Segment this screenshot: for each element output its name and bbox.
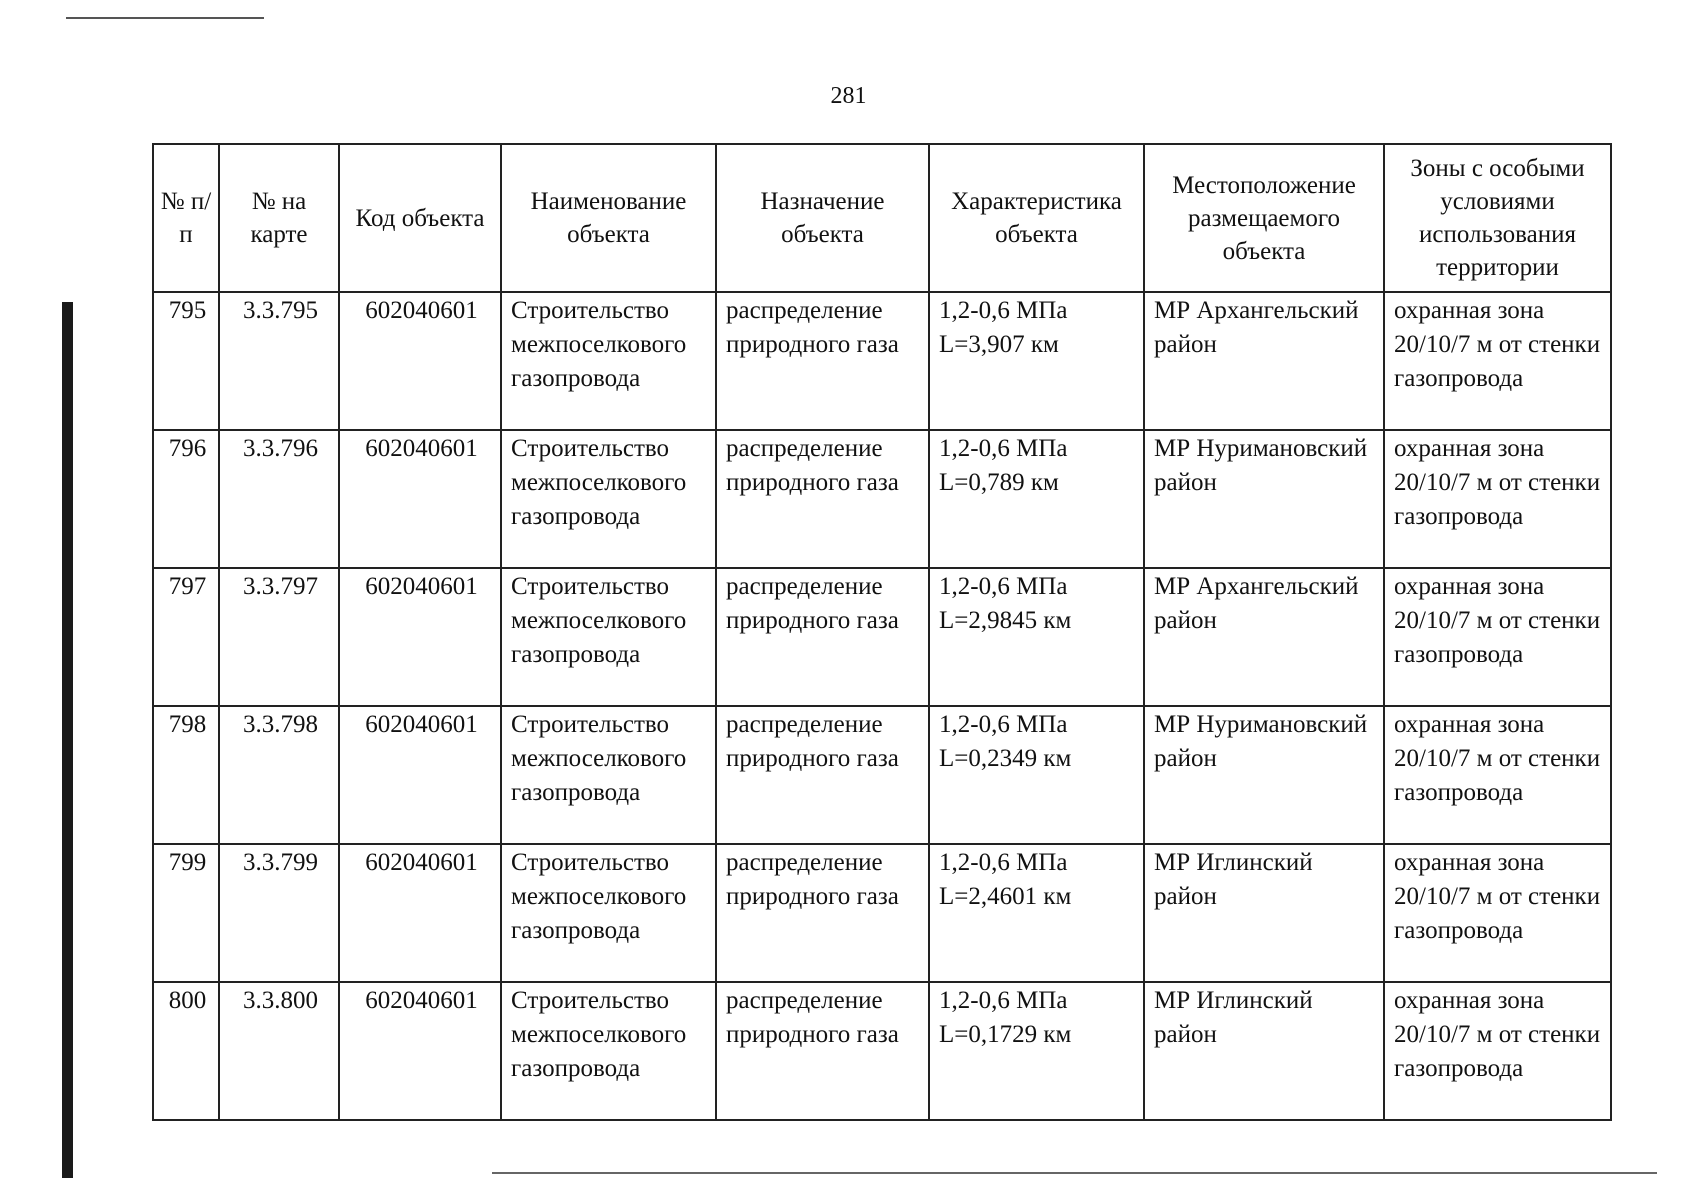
cell-object-purpose: распределение природного газа bbox=[716, 844, 929, 982]
table-row bbox=[153, 568, 1611, 706]
cell-map-number: 3.3.800 bbox=[219, 982, 339, 1120]
cell-object-purpose: распределение природного газа bbox=[716, 706, 929, 844]
cell-object-code: 602040601 bbox=[339, 568, 501, 706]
cell-row-number: 795 bbox=[153, 292, 219, 430]
cell-object-characteristic: 1,2-0,6 МПа L=0,1729 км bbox=[929, 982, 1144, 1120]
cell-object-code: 602040601 bbox=[339, 430, 501, 568]
table-header-row bbox=[153, 144, 1611, 292]
cell-object-name: Строительство межпоселкового газопровода bbox=[501, 430, 716, 568]
cell-special-zone: охранная зона 20/10/7 м от стенки газопровода bbox=[1384, 982, 1611, 1120]
cell-object-name: Строительство межпоселкового газопровода bbox=[501, 844, 716, 982]
cell-object-name: Строительство межпоселкового газопровода bbox=[501, 568, 716, 706]
cell-object-characteristic: 1,2-0,6 МПа L=0,2349 км bbox=[929, 706, 1144, 844]
cell-object-location: МР Иглинский район bbox=[1144, 982, 1384, 1120]
page-number: 281 bbox=[830, 83, 867, 109]
cell-object-characteristic: 1,2-0,6 МПа L=2,4601 км bbox=[929, 844, 1144, 982]
cell-object-purpose: распределение природного газа bbox=[716, 292, 929, 430]
cell-map-number: 3.3.799 bbox=[219, 844, 339, 982]
cell-object-name: Строительство межпоселкового газопровода bbox=[501, 982, 716, 1120]
cell-object-location: МР Нуримановский район bbox=[1144, 706, 1384, 844]
header-object-characteristic: Характеристика объекта bbox=[929, 144, 1144, 292]
cell-object-name: Строительство межпоселкового газопровода bbox=[501, 292, 716, 430]
cell-object-purpose: распределение природного газа bbox=[716, 568, 929, 706]
cell-object-location: МР Архангельский район bbox=[1144, 292, 1384, 430]
table-row bbox=[153, 706, 1611, 844]
cell-special-zone: охранная зона 20/10/7 м от стенки газопровода bbox=[1384, 430, 1611, 568]
cell-map-number: 3.3.795 bbox=[219, 292, 339, 430]
cell-row-number: 800 bbox=[153, 982, 219, 1120]
scan-artifact-bottom-line bbox=[492, 1172, 1657, 1174]
cell-object-code: 602040601 bbox=[339, 292, 501, 430]
cell-special-zone: охранная зона 20/10/7 м от стенки газопровода bbox=[1384, 706, 1611, 844]
cell-row-number: 796 bbox=[153, 430, 219, 568]
cell-object-location: МР Архангельский район bbox=[1144, 568, 1384, 706]
cell-row-number: 798 bbox=[153, 706, 219, 844]
cell-object-code: 602040601 bbox=[339, 844, 501, 982]
cell-special-zone: охранная зона 20/10/7 м от стенки газопровода bbox=[1384, 292, 1611, 430]
cell-map-number: 3.3.796 bbox=[219, 430, 339, 568]
header-object-location: Местоположение размещаемого объекта bbox=[1144, 144, 1384, 292]
cell-object-code: 602040601 bbox=[339, 982, 501, 1120]
table-row bbox=[153, 844, 1611, 982]
header-special-zones: Зоны с особыми условиями использования территории bbox=[1384, 144, 1611, 292]
cell-object-name: Строительство межпоселкового газопровода bbox=[501, 706, 716, 844]
cell-object-location: МР Нуримановский район bbox=[1144, 430, 1384, 568]
cell-object-purpose: распределение природного газа bbox=[716, 982, 929, 1120]
cell-object-characteristic: 1,2-0,6 МПа L=0,789 км bbox=[929, 430, 1144, 568]
cell-row-number: 797 bbox=[153, 568, 219, 706]
table-row bbox=[153, 292, 1611, 430]
cell-special-zone: охранная зона 20/10/7 м от стенки газопровода bbox=[1384, 844, 1611, 982]
objects-table bbox=[152, 143, 1612, 1121]
cell-object-code: 602040601 bbox=[339, 706, 501, 844]
cell-object-purpose: распределение природного газа bbox=[716, 430, 929, 568]
cell-object-characteristic: 1,2-0,6 МПа L=3,907 км bbox=[929, 292, 1144, 430]
table-row bbox=[153, 430, 1611, 568]
header-map-number: № на карте bbox=[219, 144, 339, 292]
header-object-name: Наименование объекта bbox=[501, 144, 716, 292]
cell-map-number: 3.3.798 bbox=[219, 706, 339, 844]
cell-special-zone: охранная зона 20/10/7 м от стенки газопровода bbox=[1384, 568, 1611, 706]
scan-artifact-left-bar bbox=[62, 302, 73, 1178]
cell-object-characteristic: 1,2-0,6 МПа L=2,9845 км bbox=[929, 568, 1144, 706]
cell-row-number: 799 bbox=[153, 844, 219, 982]
header-object-purpose: Назначение объекта bbox=[716, 144, 929, 292]
cell-map-number: 3.3.797 bbox=[219, 568, 339, 706]
scan-artifact-top-line bbox=[66, 17, 264, 19]
table-row bbox=[153, 982, 1611, 1120]
header-row-number: № п/п bbox=[153, 144, 219, 292]
header-object-code: Код объекта bbox=[339, 144, 501, 292]
cell-object-location: МР Иглинский район bbox=[1144, 844, 1384, 982]
